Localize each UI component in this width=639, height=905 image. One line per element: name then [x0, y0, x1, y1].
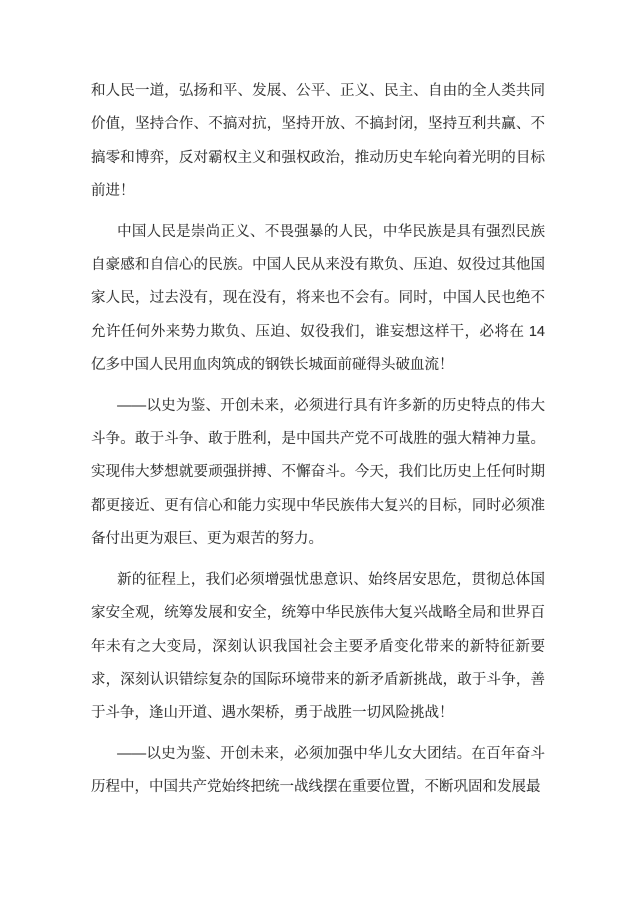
- paragraph-dash-item-truncated: ——以史为鉴、开创未来，必须加强中华儿女大团结。在百年奋斗历程中，中国共产党始终把统一战线摆在重要位置，不断巩固和发展最: [91, 745, 545, 796]
- paragraph: 中国人民是崇尚正义、不畏强暴的人民，中华民族是具有强烈民族自豪感和自信心的民族。中国人民从来没有欺负、压迫、奴役过其他国家人民，过去没有，现在没有，将来也不会有。同时，中国人民也绝不允许任何外来势力欺负、压迫、奴役我们，谁妄想这样干，必将在 14 亿多中国人民用血肉筑成的钢铁长城面前碰得头破血流！: [91, 223, 545, 374]
- document-page: [91, 75, 545, 812]
- paragraph: 新的征程上，我们必须增强忧患意识、始终居安思危，贯彻总体国家安全观，统筹发展和安全，统筹中华民族伟大复兴战略全局和世界百年未有之大变局，深刻认识我国社会主要矛盾变化带来的新特征新要求，深刻认识错综复杂的国际环境带来的新矛盾新挑战，敢于斗争，善于斗争，逢山开道、遇水架桥，勇于战胜一切风险挑战！: [91, 571, 545, 722]
- paragraph-continuation: 和人民一道，弘扬和平、发展、公平、正义、民主、自由的全人类共同价值，坚持合作、不搞对抗，坚持开放、不搞封闭，坚持互利共赢、不搞零和博弈，反对霸权主义和强权政治，推动历史车轮向着光明的目标前进！: [91, 83, 545, 200]
- paragraph-dash-item: ——以史为鉴、开创未来，必须进行具有许多新的历史特点的伟大斗争。敢于斗争、敢于胜利，是中国共产党不可战胜的强大精神力量。实现伟大梦想就要顽强拼搏、不懈奋斗。今天，我们比历史上任何时期都更接近、更有信心和能力实现中华民族伟大复兴的目标，同时必须准备付出更为艰巨、更为艰苦的努力。: [91, 397, 545, 548]
